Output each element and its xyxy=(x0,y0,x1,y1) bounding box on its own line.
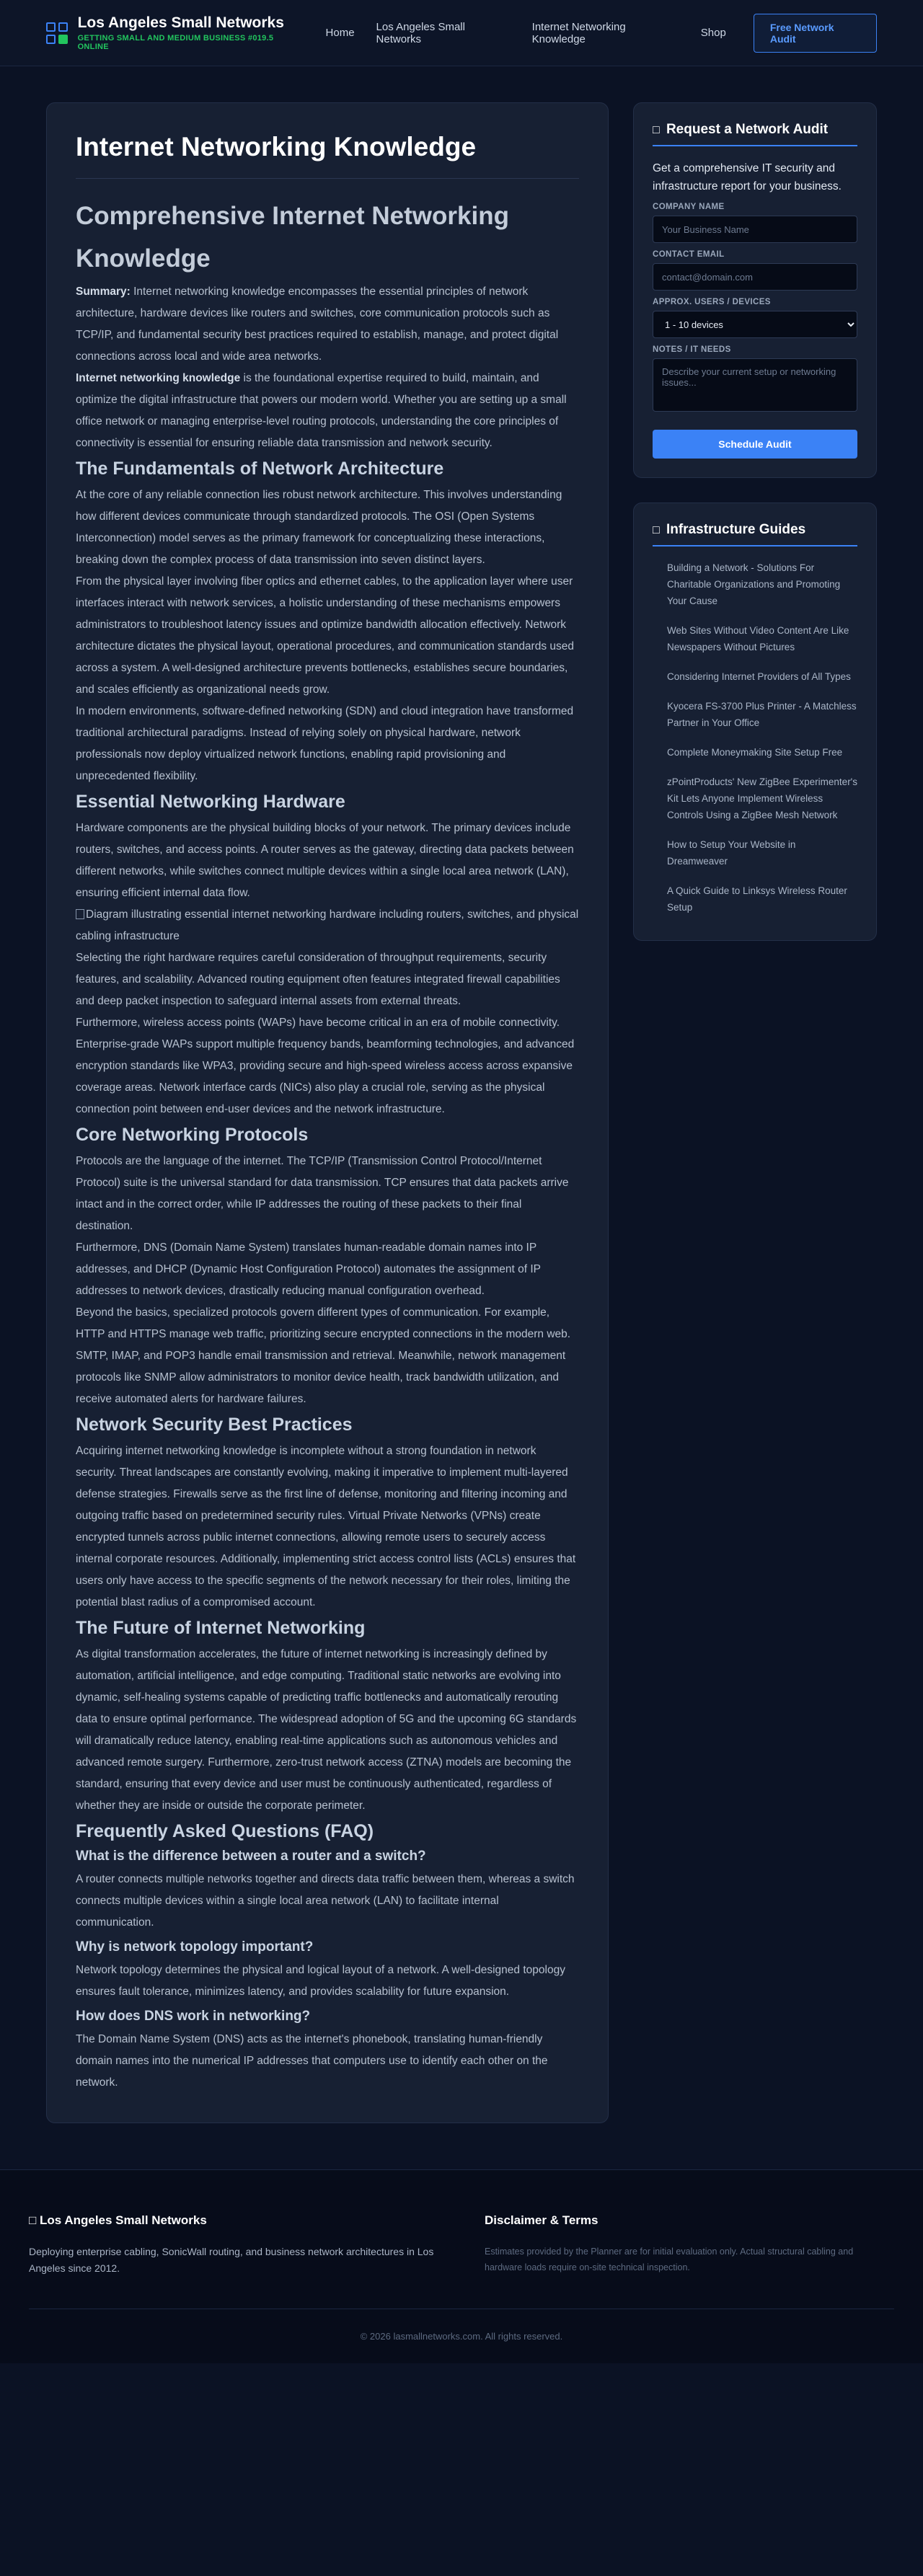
site-footer xyxy=(0,2169,923,2363)
guide-link[interactable]: zPointProducts' New ZigBee Experimenter's Kit Lets Anyone Implement Wireless Controls Using a ZigBee Mesh Network xyxy=(667,776,858,820)
paragraph: Selecting the right hardware requires careful consideration of throughput requirements, security features, and scalability. Advanced routing equipment often features integrated firewall capabilities and deep packet inspection to safeguard internal assets from external threats. xyxy=(76,952,560,1007)
summary-label: Summary: xyxy=(76,286,131,298)
footer-about-text: Deploying enterprise cabling, SonicWall routing, and business network architectures in Los Angeles since 2012. xyxy=(29,2246,434,2274)
company-name-label: COMPANY NAME xyxy=(653,203,725,211)
heading-fundamentals: The Fundamentals of Network Architecture xyxy=(76,459,444,479)
main-nav xyxy=(304,14,877,53)
notes-label: NOTES / IT NEEDS xyxy=(653,345,731,354)
heading-faq: Frequently Asked Questions (FAQ) xyxy=(76,1821,374,1841)
brand-tagline: GETTING SMALL AND MEDIUM BUSINESS #019.5 ONLINE xyxy=(77,34,274,51)
heading-future: The Future of Internet Networking xyxy=(76,1618,366,1638)
guide-link[interactable]: Considering Internet Providers of All Types xyxy=(667,671,851,682)
schedule-audit-button[interactable]: Schedule Audit xyxy=(653,430,857,459)
audit-form-card xyxy=(633,102,877,478)
article-card xyxy=(46,102,609,2123)
brand-title[interactable]: Los Angeles Small Networks xyxy=(77,14,284,31)
broken-image-icon xyxy=(76,909,84,919)
hardware-diagram-image: Diagram illustrating essential internet networking hardware including routers, switches, and physical cabling infrastructure xyxy=(76,908,579,942)
users-devices-label: APPROX. USERS / DEVICES xyxy=(653,298,771,306)
guide-list xyxy=(653,559,857,916)
faq-question: Why is network topology important? xyxy=(76,1939,314,1955)
paragraph: In modern environments, software-defined networking (SDN) and cloud integration have transformed traditional architectural paradigms. Instead of relying solely on physical hardware, network professionals now deploy virtualized network functions, enabling rapid provisioning and unprecedented flexibility. xyxy=(76,705,574,782)
faq-question: What is the difference between a router and a switch? xyxy=(76,1849,426,1864)
contact-email-input[interactable] xyxy=(653,263,857,291)
sidebar xyxy=(633,102,877,965)
guides-title: □ Infrastructure Guides xyxy=(653,522,857,546)
audit-form-intro: Get a comprehensive IT security and infrastructure report for your business. xyxy=(653,162,842,192)
paragraph: Furthermore, wireless access points (WAPs) have become critical in an era of mobile connectivity. Enterprise-grade WAPs support multiple frequency bands, beamforming technologies, and advanced encryption standards like WPA3, providing secure and high-speed wireless access across expansive coverage areas. Network interface cards (NICs) also play a crucial role, serving as the physical connection point between end-user devices and the network infrastructure. xyxy=(76,1017,575,1115)
heading-hardware: Essential Networking Hardware xyxy=(76,792,345,812)
summary-paragraph: Summary: Internet networking knowledge encompasses the essential principles of network architecture, hardware devices like routers and switches, core communication protocols such as TCP/IP, and fundamental security best practices required to establish, manage, and protect digital connections across local and wide area networks. xyxy=(76,286,559,363)
guide-link[interactable]: Kyocera FS-3700 Plus Printer - A Matchless Partner in Your Office xyxy=(667,701,857,728)
box-icon: □ xyxy=(653,124,660,136)
faq-answer: Network topology determines the physical and logical layout of a network. A well-designed topology ensures fault tolerance, minimizes latency, and provides scalability for future expansion. xyxy=(76,1964,565,1998)
footer-disclaimer-text: Estimates provided by the Planner are for initial evaluation only. Actual structural cabling and hardware loads require on-site technical inspection. xyxy=(485,2247,854,2272)
free-network-audit-button[interactable]: Free Network Audit xyxy=(754,14,877,53)
heading-protocols: Core Networking Protocols xyxy=(76,1125,309,1145)
box-icon: □ xyxy=(653,524,660,536)
site-header xyxy=(0,0,923,66)
network-grid-logo-icon xyxy=(46,22,68,44)
intro-paragraph: Internet networking knowledge is the foundational expertise required to build, maintain, and optimize the digital infrastructure that powers our modern world. Whether you are setting up a small office network or managing enterprise-level routing protocols, understanding the core principles of connectivity is essential for ensuring reliable data transmission and network security. xyxy=(76,372,567,449)
infrastructure-guides-card xyxy=(633,503,877,941)
guide-link[interactable]: How to Setup Your Website in Dreamweaver xyxy=(667,839,796,867)
guide-link[interactable]: A Quick Guide to Linksys Wireless Router Setup xyxy=(667,885,847,913)
article-body xyxy=(76,195,579,2094)
paragraph: Furthermore, DNS (Domain Name System) translates human-readable domain names into IP addresses, and DHCP (Dynamic Host Configuration Protocol) automates the assignment of IP addresses to network devices, drastically reducing manual configuration overhead. xyxy=(76,1241,541,1297)
lead-heading: Comprehensive Internet Networking Knowledge xyxy=(76,202,509,273)
copyright: © 2026 lasmallnetworks.com. All rights reserved. xyxy=(29,2309,894,2363)
nav-home[interactable]: Home xyxy=(325,27,355,39)
nav-los-angeles-small-networks[interactable]: Los Angeles Small Networks xyxy=(376,20,465,45)
paragraph: Protocols are the language of the internet. The TCP/IP (Transmission Control Protocol/Internet Protocol) suite is the universal standard for data transmission. TCP ensures that data packets arrive intact and in the correct order, while IP addresses the routing of these packets to their final destination. xyxy=(76,1155,569,1232)
faq-answer: The Domain Name System (DNS) acts as the internet's phonebook, translating human-friendly domain names into the numerical IP addresses that computers use to identify each other on the network. xyxy=(76,2033,548,2089)
heading-security: Network Security Best Practices xyxy=(76,1415,353,1435)
nav-shop[interactable]: Shop xyxy=(700,27,726,39)
paragraph: Hardware components are the physical building blocks of your network. The primary devices include routers, switches, and access points. A router serves as the gateway, directing data packets between different networks, while switches connect multiple devices within a single local area network (LAN), ensuring efficient internal data flow. xyxy=(76,822,574,899)
faq-answer: A router connects multiple networks together and directs data traffic between them, whereas a switch connects multiple devices within a single local area network (LAN) to facilitate internal communication. xyxy=(76,1873,575,1929)
brand[interactable] xyxy=(46,14,304,51)
paragraph: As digital transformation accelerates, the future of internet networking is increasingly defined by automation, artificial intelligence, and edge computing. Traditional static networks are evolving into dynamic, self-healing systems capable of predicting traffic bottlenecks and automatically rerouting data to ensure optimal performance. The widespread adoption of 5G and the upcoming 6G standards will dramatically reduce latency, enabling real-time applications such as autonomous vehicles and advanced remote surgery. Furthermore, zero-trust network access (ZTNA) models are becoming the standard, ensuring that every device and user must be continuously authenticated, regardless of whether they are inside or outside the corporate perimeter. xyxy=(76,1648,577,1812)
footer-disclaimer-title: Disclaimer & Terms xyxy=(485,2213,599,2227)
paragraph: At the core of any reliable connection lies robust network architecture. This involves understanding how different devices communicate through standardized protocols. The OSI (Open Systems Interconnection) model serves as the primary framework for conceptualizing these interactions, breaking down the complex process of data transmission into seven distinct layers. xyxy=(76,489,562,566)
company-name-input[interactable] xyxy=(653,216,857,243)
page-title: Internet Networking Knowledge xyxy=(76,132,579,179)
guide-link[interactable]: Web Sites Without Video Content Are Like Newspapers Without Pictures xyxy=(667,625,849,652)
audit-form-title: □ Request a Network Audit xyxy=(653,122,857,146)
users-devices-select[interactable] xyxy=(653,311,857,338)
footer-brand-title: □ Los Angeles Small Networks xyxy=(29,2213,207,2227)
faq-question: How does DNS work in networking? xyxy=(76,2009,311,2024)
nav-internet-networking-knowledge[interactable]: Internet Networking Knowledge xyxy=(531,20,626,45)
box-icon: □ xyxy=(29,2213,37,2227)
paragraph: Acquiring internet networking knowledge is incomplete without a strong foundation in network security. Threat landscapes are constantly evolving, making it imperative to implement multi-layered defense strategies. Firewalls serve as the first line of defense, monitoring and filtering incoming and outgoing traffic based on predetermined security rules. Virtual Private Networks (VPNs) create encrypted tunnels across public internet connections, allowing remote users to securely access internal corporate resources. Additionally, implementing strict access control lists (ACLs) ensures that users only have access to the specific segments of the network necessary for their roles, limiting the potential blast radius of a compromised account. xyxy=(76,1445,576,1608)
paragraph: Beyond the basics, specialized protocols govern different types of communication. For example, HTTP and HTTPS manage web traffic, prioritizing secure encrypted connections in the modern web. SMTP, IMAP, and POP3 handle email transmission and retrieval. Meanwhile, network management protocols like SNMP allow administrators to monitor device health, track bandwidth utilization, and receive automated alerts for hardware failures. xyxy=(76,1306,571,1405)
paragraph: From the physical layer involving fiber optics and ethernet cables, to the application layer where user interfaces interact with network services, a holistic understanding of these mechanisms empowers administrators to troubleshoot latency issues and optimize bandwidth allocation effectively. Network architecture dictates the physical layout, operational procedures, and communication standards used across a system. A well-designed architecture prevents bottlenecks, establishes secure boundaries, and scales efficiently as organizational needs grow. xyxy=(76,575,575,696)
contact-email-label: CONTACT EMAIL xyxy=(653,250,725,259)
intro-bold: Internet networking knowledge xyxy=(76,372,241,384)
notes-textarea[interactable] xyxy=(653,358,857,412)
guide-link[interactable]: Complete Moneymaking Site Setup Free xyxy=(667,747,843,758)
guide-link[interactable]: Building a Network - Solutions For Charitable Organizations and Promoting Your Cause xyxy=(667,562,841,606)
